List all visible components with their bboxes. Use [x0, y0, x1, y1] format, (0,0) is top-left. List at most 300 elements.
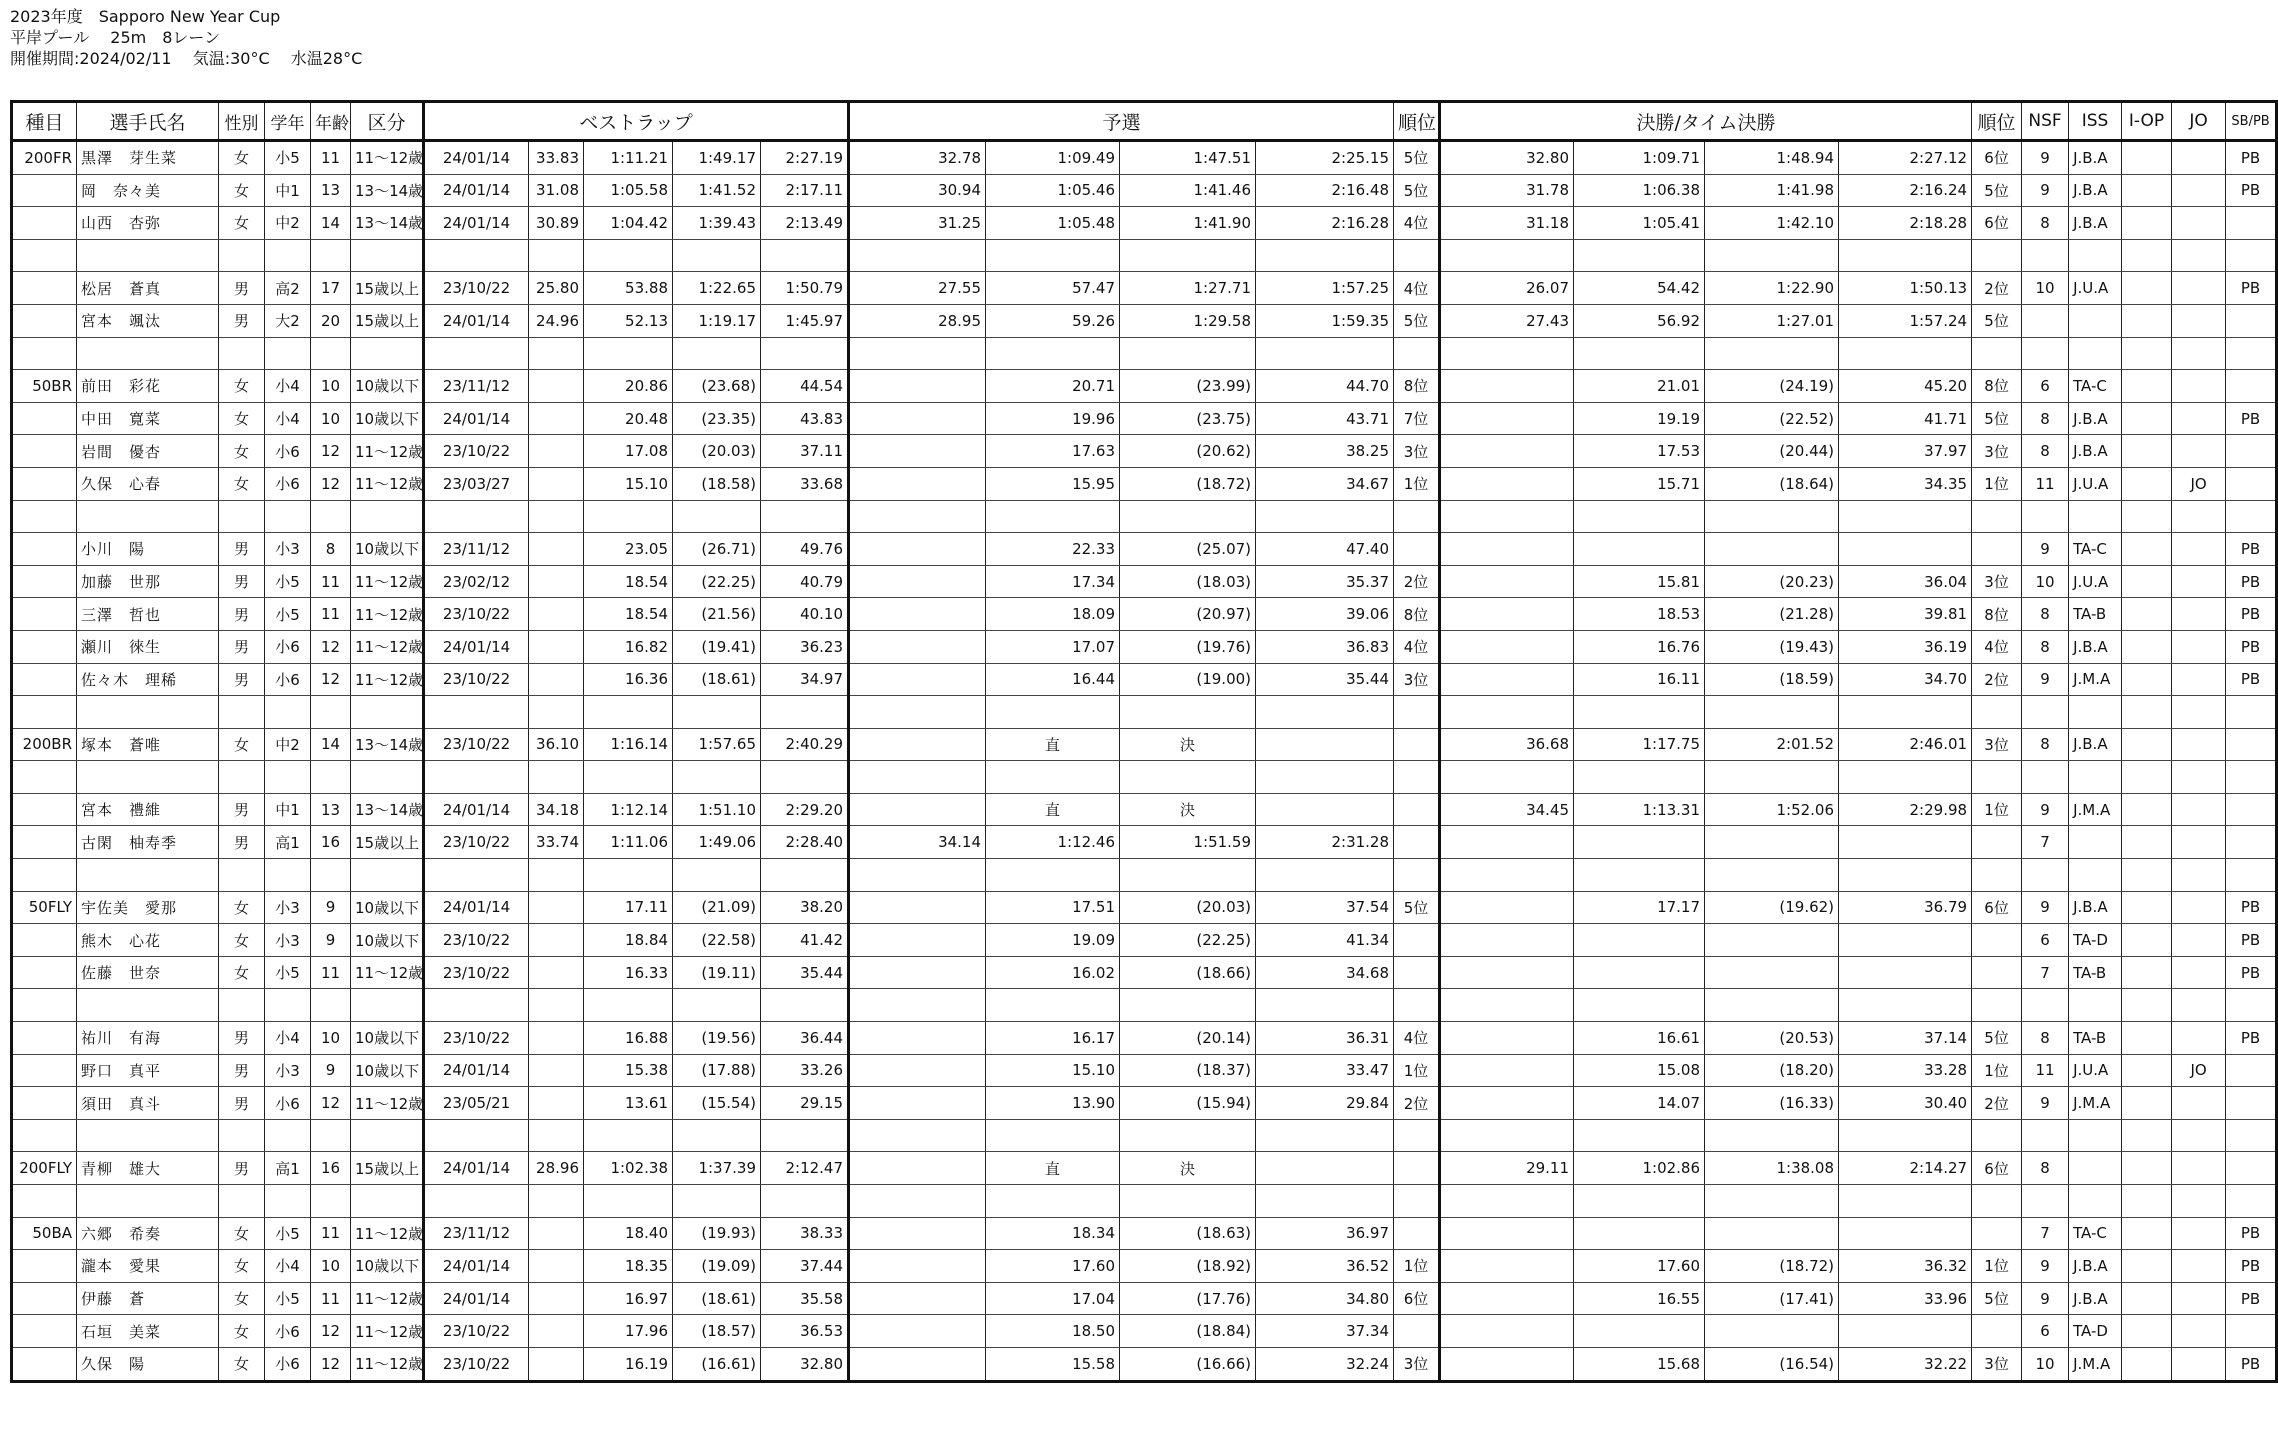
best-lap-1	[529, 663, 584, 696]
age-cell: 12	[311, 663, 351, 696]
best-lap-2: 16.88	[584, 1022, 673, 1055]
best-lap-3: 1:49.17	[673, 141, 761, 175]
final-lap-3	[1705, 1315, 1839, 1348]
results-table	[10, 100, 2278, 1383]
nsf-cell: 9	[2022, 891, 2069, 924]
table-row	[12, 565, 2277, 598]
event-cell	[12, 1022, 77, 1055]
grade-cell	[265, 989, 311, 1022]
prelim-rank-cell: 2位	[1394, 1087, 1440, 1120]
jo-cell	[2172, 435, 2226, 468]
best-lap-2: 1:16.14	[584, 728, 673, 761]
final-lap-1: 27.43	[1440, 304, 1574, 337]
category-cell: 10歳以下	[351, 1054, 424, 1087]
best-lap-3: (26.71)	[673, 533, 761, 566]
final-lap-3	[1705, 500, 1839, 533]
sex-cell: 女	[219, 1282, 265, 1315]
name-cell: 中田 寛菜	[77, 402, 219, 435]
best-lap-3: (23.35)	[673, 402, 761, 435]
iss-cell: J.M.A	[2069, 1347, 2122, 1381]
final-lap-4: 2:29.98	[1839, 793, 1972, 826]
sex-cell: 男	[219, 663, 265, 696]
prelim-lap-1	[849, 598, 986, 631]
name-cell: 三澤 哲也	[77, 598, 219, 631]
name-cell: 瀬川 徠生	[77, 630, 219, 663]
col-final: 決勝/タイム決勝	[1440, 102, 1972, 141]
iop-cell	[2122, 761, 2172, 794]
nsf-cell	[2022, 989, 2069, 1022]
grade-cell: 小5	[265, 956, 311, 989]
prelim-lap-3	[1120, 239, 1256, 272]
event-cell	[12, 1119, 77, 1152]
sex-cell: 女	[219, 1250, 265, 1283]
col-prelim-rank: 順位	[1394, 102, 1440, 141]
category-cell: 13～14歳	[351, 793, 424, 826]
event-cell	[12, 1054, 77, 1087]
best-date-cell: 24/01/14	[424, 207, 529, 240]
age-cell	[311, 696, 351, 729]
best-date-cell: 23/11/12	[424, 1217, 529, 1250]
prelim-lap-2: 59.26	[986, 304, 1120, 337]
best-lap-1	[529, 1087, 584, 1120]
best-lap-4: 2:27.19	[761, 141, 849, 175]
iop-cell	[2122, 728, 2172, 761]
best-lap-4: 41.42	[761, 924, 849, 957]
name-cell	[77, 989, 219, 1022]
jo-cell	[2172, 1217, 2226, 1250]
final-lap-3	[1705, 239, 1839, 272]
prelim-rank-cell	[1394, 924, 1440, 957]
best-lap-2: 20.48	[584, 402, 673, 435]
final-lap-2: 15.71	[1574, 467, 1705, 500]
final-lap-1: 36.68	[1440, 728, 1574, 761]
best-lap-4: 36.53	[761, 1315, 849, 1348]
best-lap-3: (16.61)	[673, 1347, 761, 1381]
iss-cell	[2069, 826, 2122, 859]
final-lap-2	[1574, 924, 1705, 957]
col-best-lap: ベストラップ	[424, 102, 849, 141]
age-cell: 14	[311, 728, 351, 761]
final-lap-3: 1:27.01	[1705, 304, 1839, 337]
grade-cell	[265, 337, 311, 370]
table-row	[12, 174, 2277, 207]
best-lap-4: 36.44	[761, 1022, 849, 1055]
iss-cell: J.B.A	[2069, 728, 2122, 761]
meet-title: 2023年度 Sapporo New Year Cup	[10, 7, 281, 26]
final-rank-cell: 6位	[1972, 1152, 2022, 1185]
best-lap-1	[529, 533, 584, 566]
final-rank-cell	[1972, 761, 2022, 794]
final-lap-1	[1440, 467, 1574, 500]
final-lap-4: 36.04	[1839, 565, 1972, 598]
prelim-lap-1: 32.78	[849, 141, 986, 175]
nsf-cell: 11	[2022, 1054, 2069, 1087]
final-lap-1	[1440, 1054, 1574, 1087]
final-lap-3	[1705, 696, 1839, 729]
best-date-cell	[424, 859, 529, 892]
final-rank-cell: 1位	[1972, 1250, 2022, 1283]
final-rank-cell: 1位	[1972, 793, 2022, 826]
final-rank-cell: 5位	[1972, 1022, 2022, 1055]
col-category: 区分	[351, 102, 424, 141]
category-cell	[351, 239, 424, 272]
nsf-cell: 8	[2022, 630, 2069, 663]
final-lap-4	[1839, 1185, 1972, 1218]
best-lap-4: 40.10	[761, 598, 849, 631]
name-cell	[77, 1119, 219, 1152]
iop-cell	[2122, 1347, 2172, 1381]
best-lap-3: 1:49.06	[673, 826, 761, 859]
best-date-cell: 23/11/12	[424, 370, 529, 403]
final-lap-2: 16.76	[1574, 630, 1705, 663]
sex-cell: 女	[219, 728, 265, 761]
name-cell: 須田 真斗	[77, 1087, 219, 1120]
prelim-lap-3	[1120, 337, 1256, 370]
final-lap-2: 1:17.75	[1574, 728, 1705, 761]
prelim-lap-2: 17.34	[986, 565, 1120, 598]
best-lap-1	[529, 1054, 584, 1087]
best-lap-2	[584, 1119, 673, 1152]
prelim-lap-3: (18.84)	[1120, 1315, 1256, 1348]
best-date-cell: 23/10/22	[424, 956, 529, 989]
grade-cell: 小6	[265, 663, 311, 696]
best-lap-3: (15.54)	[673, 1087, 761, 1120]
col-name: 選手氏名	[77, 102, 219, 141]
sex-cell: 男	[219, 1022, 265, 1055]
document-header	[10, 6, 362, 69]
sbpb-cell	[2226, 1054, 2277, 1087]
prelim-rank-cell	[1394, 956, 1440, 989]
prelim-lap-1: 34.14	[849, 826, 986, 859]
nsf-cell: 9	[2022, 1282, 2069, 1315]
jo-cell	[2172, 1152, 2226, 1185]
event-cell	[12, 1347, 77, 1381]
jo-cell	[2172, 272, 2226, 305]
sex-cell: 女	[219, 370, 265, 403]
nsf-cell	[2022, 1185, 2069, 1218]
final-lap-3: (18.64)	[1705, 467, 1839, 500]
col-jo: JO	[2172, 102, 2226, 141]
prelim-lap-2	[986, 1185, 1120, 1218]
final-lap-2: 17.17	[1574, 891, 1705, 924]
grade-cell: 小3	[265, 533, 311, 566]
final-rank-cell	[1972, 533, 2022, 566]
age-cell: 12	[311, 435, 351, 468]
category-cell: 13～14歳	[351, 207, 424, 240]
sex-cell: 男	[219, 533, 265, 566]
final-lap-2	[1574, 1185, 1705, 1218]
name-cell: 山西 杏弥	[77, 207, 219, 240]
name-cell: 熊木 心花	[77, 924, 219, 957]
best-lap-3	[673, 696, 761, 729]
jo-cell	[2172, 956, 2226, 989]
best-lap-1	[529, 337, 584, 370]
best-date-cell	[424, 989, 529, 1022]
best-date-cell	[424, 696, 529, 729]
prelim-lap-4	[1256, 989, 1394, 1022]
col-iop: I-OP	[2122, 102, 2172, 141]
table-row	[12, 630, 2277, 663]
best-lap-2: 13.61	[584, 1087, 673, 1120]
prelim-lap-4: 2:16.48	[1256, 174, 1394, 207]
iop-cell	[2122, 696, 2172, 729]
category-cell: 11～12歳	[351, 630, 424, 663]
final-rank-cell: 5位	[1972, 402, 2022, 435]
best-lap-1: 34.18	[529, 793, 584, 826]
grade-cell: 小5	[265, 1217, 311, 1250]
final-lap-4: 34.70	[1839, 663, 1972, 696]
table-row	[12, 533, 2277, 566]
jo-cell	[2172, 239, 2226, 272]
best-date-cell: 23/03/27	[424, 467, 529, 500]
age-cell	[311, 1185, 351, 1218]
best-lap-4: 1:50.79	[761, 272, 849, 305]
table-row	[12, 435, 2277, 468]
iss-cell: J.B.A	[2069, 1250, 2122, 1283]
final-lap-3: 1:42.10	[1705, 207, 1839, 240]
name-cell: 前田 彩花	[77, 370, 219, 403]
prelim-lap-4	[1256, 761, 1394, 794]
name-cell	[77, 337, 219, 370]
final-lap-3	[1705, 924, 1839, 957]
nsf-cell: 9	[2022, 1250, 2069, 1283]
grade-cell: 小3	[265, 1054, 311, 1087]
final-lap-4: 32.22	[1839, 1347, 1972, 1381]
sex-cell: 男	[219, 304, 265, 337]
best-lap-4: 40.79	[761, 565, 849, 598]
sbpb-cell	[2226, 370, 2277, 403]
prelim-lap-2	[986, 500, 1120, 533]
iss-cell: J.B.A	[2069, 1282, 2122, 1315]
final-lap-3	[1705, 761, 1839, 794]
prelim-lap-1	[849, 696, 986, 729]
sex-cell: 女	[219, 435, 265, 468]
best-lap-2	[584, 1185, 673, 1218]
sex-cell	[219, 500, 265, 533]
final-lap-3: (21.28)	[1705, 598, 1839, 631]
best-lap-1	[529, 402, 584, 435]
best-lap-2	[584, 239, 673, 272]
prelim-rank-cell: 3位	[1394, 663, 1440, 696]
event-cell	[12, 565, 77, 598]
col-iss: ISS	[2069, 102, 2122, 141]
final-lap-2	[1574, 533, 1705, 566]
final-rank-cell: 2位	[1972, 272, 2022, 305]
final-lap-2: 1:06.38	[1574, 174, 1705, 207]
nsf-cell: 8	[2022, 1152, 2069, 1185]
nsf-cell: 10	[2022, 565, 2069, 598]
best-lap-1	[529, 1185, 584, 1218]
event-cell	[12, 467, 77, 500]
prelim-lap-2: 15.58	[986, 1347, 1120, 1381]
final-lap-3	[1705, 337, 1839, 370]
prelim-rank-cell	[1394, 826, 1440, 859]
prelim-lap-4: 34.67	[1256, 467, 1394, 500]
age-cell: 10	[311, 402, 351, 435]
final-lap-3: 1:22.90	[1705, 272, 1839, 305]
iss-cell: TA-B	[2069, 956, 2122, 989]
iop-cell	[2122, 1217, 2172, 1250]
final-lap-4	[1839, 239, 1972, 272]
best-lap-3: (23.68)	[673, 370, 761, 403]
table-row	[12, 1217, 2277, 1250]
table-row	[12, 370, 2277, 403]
prelim-lap-1	[849, 859, 986, 892]
iop-cell	[2122, 859, 2172, 892]
final-lap-1	[1440, 989, 1574, 1022]
sbpb-cell: PB	[2226, 891, 2277, 924]
iop-cell	[2122, 956, 2172, 989]
name-cell: 古閑 柚寿季	[77, 826, 219, 859]
best-lap-1	[529, 598, 584, 631]
prelim-rank-cell: 1位	[1394, 1054, 1440, 1087]
final-rank-cell: 6位	[1972, 207, 2022, 240]
final-lap-3	[1705, 1119, 1839, 1152]
jo-cell	[2172, 141, 2226, 175]
name-cell	[77, 239, 219, 272]
best-lap-3: 1:22.65	[673, 272, 761, 305]
iop-cell	[2122, 239, 2172, 272]
prelim-lap-2: 18.34	[986, 1217, 1120, 1250]
age-cell: 12	[311, 630, 351, 663]
nsf-cell: 7	[2022, 1217, 2069, 1250]
category-cell: 11～12歳	[351, 663, 424, 696]
prelim-lap-4	[1256, 239, 1394, 272]
category-cell: 10歳以下	[351, 891, 424, 924]
prelim-lap-3: (25.07)	[1120, 533, 1256, 566]
table-row	[12, 1152, 2277, 1185]
category-cell: 10歳以下	[351, 402, 424, 435]
age-cell: 13	[311, 793, 351, 826]
prelim-lap-1	[849, 1347, 986, 1381]
sex-cell: 男	[219, 1152, 265, 1185]
iop-cell	[2122, 435, 2172, 468]
jo-cell	[2172, 891, 2226, 924]
jo-cell	[2172, 370, 2226, 403]
best-date-cell: 24/01/14	[424, 141, 529, 175]
event-cell	[12, 793, 77, 826]
prelim-lap-1	[849, 370, 986, 403]
best-lap-4: 1:45.97	[761, 304, 849, 337]
prelim-lap-3: (20.03)	[1120, 891, 1256, 924]
prelim-lap-4: 36.83	[1256, 630, 1394, 663]
final-lap-4: 37.14	[1839, 1022, 1972, 1055]
nsf-cell	[2022, 761, 2069, 794]
best-lap-2: 18.54	[584, 565, 673, 598]
sex-cell: 男	[219, 1054, 265, 1087]
sex-cell	[219, 696, 265, 729]
nsf-cell: 8	[2022, 728, 2069, 761]
best-lap-4: 33.26	[761, 1054, 849, 1087]
best-lap-1: 33.74	[529, 826, 584, 859]
prelim-lap-1: 31.25	[849, 207, 986, 240]
best-lap-1	[529, 891, 584, 924]
prelim-lap-4	[1256, 1152, 1394, 1185]
best-lap-1	[529, 630, 584, 663]
iss-cell: TA-B	[2069, 598, 2122, 631]
table-row	[12, 402, 2277, 435]
final-lap-1: 31.78	[1440, 174, 1574, 207]
prelim-lap-1	[849, 728, 986, 761]
name-cell: 瀧本 愛果	[77, 1250, 219, 1283]
name-cell: 野口 真平	[77, 1054, 219, 1087]
sex-cell: 男	[219, 598, 265, 631]
prelim-lap-1	[849, 435, 986, 468]
name-cell: 伊藤 蒼	[77, 1282, 219, 1315]
best-lap-3: (18.61)	[673, 663, 761, 696]
prelim-rank-cell: 5位	[1394, 174, 1440, 207]
jo-cell	[2172, 533, 2226, 566]
grade-cell: 小4	[265, 1250, 311, 1283]
blank-row	[12, 989, 2277, 1022]
category-cell: 11～12歳	[351, 956, 424, 989]
prelim-lap-2	[986, 696, 1120, 729]
prelim-rank-cell	[1394, 239, 1440, 272]
final-lap-2: 1:05.41	[1574, 207, 1705, 240]
final-lap-1: 26.07	[1440, 272, 1574, 305]
prelim-lap-1	[849, 924, 986, 957]
grade-cell: 小6	[265, 630, 311, 663]
best-lap-4: 2:29.20	[761, 793, 849, 826]
final-lap-2: 16.11	[1574, 663, 1705, 696]
grade-cell	[265, 500, 311, 533]
final-lap-1	[1440, 533, 1574, 566]
final-rank-cell	[1972, 696, 2022, 729]
best-lap-3: (17.88)	[673, 1054, 761, 1087]
best-date-cell: 24/01/14	[424, 174, 529, 207]
prelim-lap-4: 32.24	[1256, 1347, 1394, 1381]
best-lap-4: 2:12.47	[761, 1152, 849, 1185]
best-lap-4	[761, 500, 849, 533]
grade-cell: 小6	[265, 1347, 311, 1381]
iss-cell	[2069, 500, 2122, 533]
sex-cell: 男	[219, 1087, 265, 1120]
prelim-rank-cell	[1394, 1217, 1440, 1250]
sbpb-cell	[2226, 859, 2277, 892]
grade-cell: 中2	[265, 207, 311, 240]
prelim-lap-1	[849, 467, 986, 500]
prelim-rank-cell: 3位	[1394, 1347, 1440, 1381]
sbpb-cell	[2226, 467, 2277, 500]
prelim-lap-2: 1:05.46	[986, 174, 1120, 207]
best-lap-1	[529, 370, 584, 403]
age-cell: 12	[311, 467, 351, 500]
sbpb-cell	[2226, 1315, 2277, 1348]
sbpb-cell: PB	[2226, 663, 2277, 696]
best-lap-4: 37.44	[761, 1250, 849, 1283]
blank-row	[12, 500, 2277, 533]
best-lap-1	[529, 1022, 584, 1055]
prelim-lap-3	[1120, 696, 1256, 729]
iop-cell	[2122, 1250, 2172, 1283]
final-lap-2: 16.61	[1574, 1022, 1705, 1055]
final-lap-1	[1440, 598, 1574, 631]
jo-cell	[2172, 402, 2226, 435]
iss-cell	[2069, 337, 2122, 370]
sbpb-cell	[2226, 826, 2277, 859]
final-lap-4: 36.19	[1839, 630, 1972, 663]
final-lap-4	[1839, 1315, 1972, 1348]
final-lap-4: 45.20	[1839, 370, 1972, 403]
age-cell: 10	[311, 1022, 351, 1055]
age-cell: 13	[311, 174, 351, 207]
name-cell: 黒澤 芽生菜	[77, 141, 219, 175]
prelim-lap-4: 38.25	[1256, 435, 1394, 468]
sex-cell: 女	[219, 891, 265, 924]
prelim-rank-cell: 5位	[1394, 141, 1440, 175]
final-lap-4: 36.79	[1839, 891, 1972, 924]
nsf-cell: 9	[2022, 174, 2069, 207]
